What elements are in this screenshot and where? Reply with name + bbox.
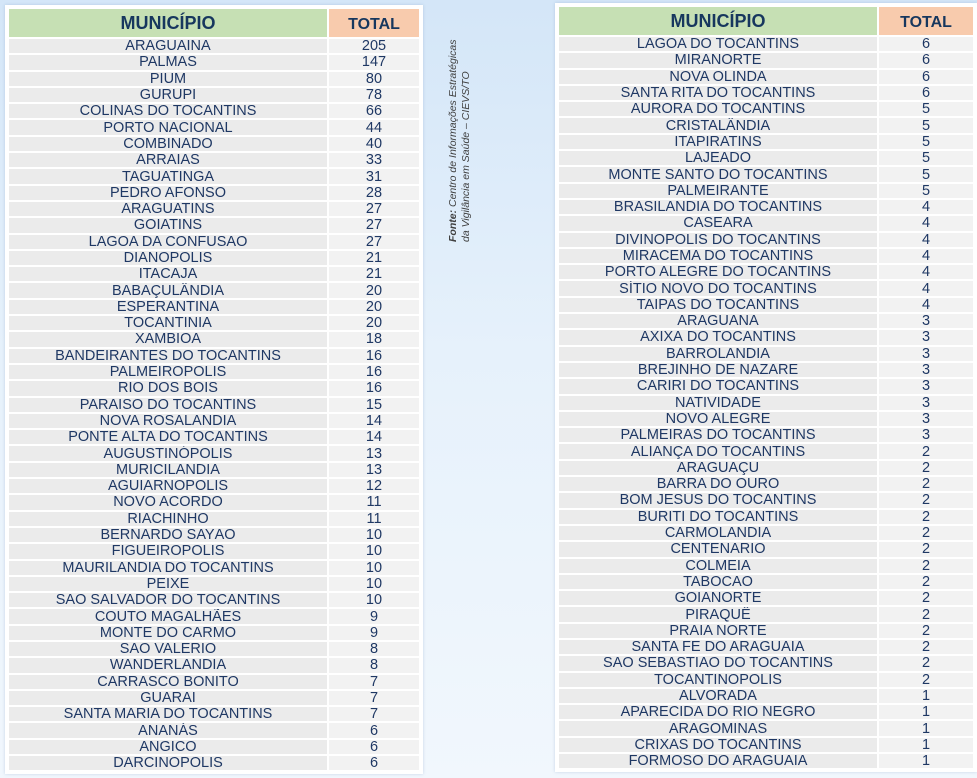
municipio-cell: PORTO NACIONAL	[9, 120, 327, 134]
municipio-cell: COLINAS DO TOCANTINS	[9, 104, 327, 118]
municipio-cell: PALMAS	[9, 55, 327, 69]
table-row	[9, 626, 419, 640]
municipio-cell: COMBINADO	[9, 137, 327, 151]
total-cell: 6	[329, 740, 419, 754]
total-cell: 2	[879, 493, 973, 507]
total-cell: 7	[329, 691, 419, 705]
table-row	[559, 53, 973, 67]
total-cell: 13	[329, 446, 419, 460]
total-cell: 21	[329, 251, 419, 265]
municipio-cell: ANGICO	[9, 740, 327, 754]
municipio-cell: NOVO ACORDO	[9, 495, 327, 509]
total-cell: 7	[329, 707, 419, 721]
table-row	[9, 398, 419, 412]
municipio-cell: CARRASCO BONITO	[9, 675, 327, 689]
table-row	[9, 235, 419, 249]
total-cell: 31	[329, 169, 419, 183]
table-row	[9, 463, 419, 477]
total-cell: 2	[879, 461, 973, 475]
total-cell: 5	[879, 135, 973, 149]
total-cell: 2	[879, 607, 973, 621]
total-cell: 16	[329, 349, 419, 363]
total-cell: 7	[329, 675, 419, 689]
table-header-row	[9, 9, 419, 37]
total-cell: 3	[879, 363, 973, 377]
total-cell: 27	[329, 218, 419, 232]
total-cell: 16	[329, 365, 419, 379]
table-row	[9, 283, 419, 297]
table-row	[559, 265, 973, 279]
table-row	[559, 526, 973, 540]
table-row	[9, 707, 419, 721]
source-line2: da Vigilância em Saúde – CIEVS/TO	[460, 71, 472, 242]
municipio-cell: PIUM	[9, 72, 327, 86]
municipio-cell: PEDRO AFONSO	[9, 186, 327, 200]
municipio-cell: RIACHINHO	[9, 512, 327, 526]
municipio-cell: NOVA ROSALÂNDIA	[9, 414, 327, 428]
municipio-cell: TOCANTÍNIA	[9, 316, 327, 330]
header-total: TOTAL	[879, 7, 973, 35]
table-row	[559, 428, 973, 442]
municipio-cell: GURUPI	[9, 88, 327, 102]
municipio-cell: ARAGUATINS	[9, 202, 327, 216]
total-cell: 15	[329, 398, 419, 412]
total-cell: 4	[879, 216, 973, 230]
municipio-cell: PIRAQUÊ	[559, 607, 877, 621]
municipio-cell: NOVO ALEGRE	[559, 412, 877, 426]
table-row	[559, 330, 973, 344]
total-cell: 2	[879, 542, 973, 556]
municipio-cell: BOM JESUS DO TOCANTINS	[559, 493, 877, 507]
table-row	[559, 249, 973, 263]
header-municipio: MUNICÍPIO	[9, 9, 327, 37]
municipality-table-left	[5, 5, 423, 774]
total-cell: 5	[879, 102, 973, 116]
table-row	[9, 430, 419, 444]
municipality-table-right	[555, 3, 977, 772]
municipio-cell: BURITI DO TOCANTINS	[559, 510, 877, 524]
municipio-cell: SÃO SEBASTIÃO DO TOCANTINS	[559, 656, 877, 670]
table-row	[9, 55, 419, 69]
table-row	[9, 251, 419, 265]
municipio-cell: ALIANÇA DO TOCANTINS	[559, 444, 877, 458]
table-row	[559, 493, 973, 507]
table-row	[9, 528, 419, 542]
total-cell: 27	[329, 202, 419, 216]
municipio-cell: BRASILÂNDIA DO TOCANTINS	[559, 200, 877, 214]
total-cell: 2	[879, 559, 973, 573]
total-cell: 44	[329, 120, 419, 134]
total-cell: 6	[879, 86, 973, 100]
table-header-row	[559, 7, 973, 35]
municipio-cell: AGUIARNÓPOLIS	[9, 479, 327, 493]
municipio-cell: NOVA OLINDA	[559, 70, 877, 84]
total-cell: 2	[879, 526, 973, 540]
table-row	[559, 347, 973, 361]
total-cell: 16	[329, 381, 419, 395]
total-cell: 2	[879, 624, 973, 638]
municipio-cell: PARAÍSO DO TOCANTINS	[9, 398, 327, 412]
total-cell: 28	[329, 186, 419, 200]
total-cell: 147	[329, 55, 419, 69]
total-cell: 33	[329, 153, 419, 167]
municipio-cell: LAJEADO	[559, 151, 877, 165]
table-row	[559, 118, 973, 132]
total-cell: 4	[879, 265, 973, 279]
municipio-cell: SÃO SALVADOR DO TOCANTINS	[9, 593, 327, 607]
source-note	[447, 12, 487, 242]
table-row	[559, 167, 973, 181]
total-cell: 12	[329, 479, 419, 493]
total-cell: 4	[879, 200, 973, 214]
table-row	[9, 642, 419, 656]
total-cell: 2	[879, 591, 973, 605]
table-row	[559, 542, 973, 556]
municipio-cell: MONTE DO CARMO	[9, 626, 327, 640]
total-cell: 1	[879, 738, 973, 752]
municipio-cell: TAGUATINGA	[9, 169, 327, 183]
municipio-cell: PALMEIRANTE	[559, 184, 877, 198]
total-cell: 6	[879, 53, 973, 67]
total-cell: 3	[879, 314, 973, 328]
municipio-cell: ARAGUANÃ	[559, 314, 877, 328]
total-cell: 2	[879, 673, 973, 687]
municipio-cell: XAMBIOÁ	[9, 332, 327, 346]
total-cell: 10	[329, 561, 419, 575]
total-cell: 5	[879, 167, 973, 181]
total-cell: 78	[329, 88, 419, 102]
total-cell: 6	[879, 37, 973, 51]
municipio-cell: GOIATINS	[9, 218, 327, 232]
table-row	[559, 559, 973, 573]
total-cell: 3	[879, 379, 973, 393]
table-row	[559, 689, 973, 703]
table-row	[9, 691, 419, 705]
table-row	[9, 39, 419, 53]
municipio-cell: CARIRI DO TOCANTINS	[559, 379, 877, 393]
total-cell: 1	[879, 689, 973, 703]
municipio-cell: DIVINÓPOLIS DO TOCANTINS	[559, 233, 877, 247]
table-row	[9, 267, 419, 281]
total-cell: 40	[329, 137, 419, 151]
municipio-cell: PORTO ALEGRE DO TOCANTINS	[559, 265, 877, 279]
total-cell: 6	[329, 756, 419, 770]
table-row	[559, 656, 973, 670]
total-cell: 20	[329, 283, 419, 297]
total-cell: 5	[879, 151, 973, 165]
municipio-cell: APARECIDA DO RIO NEGRO	[559, 705, 877, 719]
total-cell: 14	[329, 430, 419, 444]
table-row	[9, 675, 419, 689]
total-cell: 205	[329, 39, 419, 53]
municipio-cell: DARCINÓPOLIS	[9, 756, 327, 770]
municipio-cell: FORMOSO DO ARAGUAIA	[559, 754, 877, 768]
table-row	[559, 379, 973, 393]
municipio-cell: CRIXÁS DO TOCANTINS	[559, 738, 877, 752]
header-total: TOTAL	[329, 9, 419, 37]
municipio-cell: FIGUEIRÓPOLIS	[9, 544, 327, 558]
table-row	[559, 624, 973, 638]
total-cell: 6	[329, 723, 419, 737]
municipio-cell: PEIXE	[9, 577, 327, 591]
table-row	[9, 88, 419, 102]
table-row	[9, 72, 419, 86]
table-row	[9, 577, 419, 591]
municipio-cell: TOCANTINÓPOLIS	[559, 673, 877, 687]
total-cell: 11	[329, 495, 419, 509]
source-line1: Centro de Informações Estratégicas	[447, 39, 459, 207]
table-row	[9, 658, 419, 672]
source-label: Fonte:	[447, 209, 459, 242]
total-cell: 14	[329, 414, 419, 428]
municipio-cell: ANANÁS	[9, 723, 327, 737]
table-row	[9, 414, 419, 428]
municipio-cell: SANTA FÉ DO ARAGUAIA	[559, 640, 877, 654]
total-cell: 80	[329, 72, 419, 86]
municipio-cell: GOIANORTE	[559, 591, 877, 605]
table-row	[9, 104, 419, 118]
table-row	[9, 544, 419, 558]
municipio-cell: ESPERANTINA	[9, 300, 327, 314]
municipio-cell: ARRAIAS	[9, 153, 327, 167]
total-cell: 10	[329, 593, 419, 607]
municipio-cell: CASEARA	[559, 216, 877, 230]
municipio-cell: BANDEIRANTES DO TOCANTINS	[9, 349, 327, 363]
municipio-cell: SANTA RITA DO TOCANTINS	[559, 86, 877, 100]
total-cell: 66	[329, 104, 419, 118]
municipio-cell: COLMÉIA	[559, 559, 877, 573]
table-row	[9, 300, 419, 314]
table-row	[9, 561, 419, 575]
total-cell: 5	[879, 118, 973, 132]
total-cell: 3	[879, 347, 973, 361]
table-row	[9, 169, 419, 183]
total-cell: 4	[879, 249, 973, 263]
municipio-cell: COUTO MAGALHÃES	[9, 609, 327, 623]
municipio-cell: SANTA MARIA DO TOCANTINS	[9, 707, 327, 721]
table-row	[9, 218, 419, 232]
municipio-cell: ARAGOMINAS	[559, 721, 877, 735]
municipio-cell: ALVORADA	[559, 689, 877, 703]
table-row	[9, 381, 419, 395]
table-body-left	[9, 39, 419, 770]
municipio-cell: NATIVIDADE	[559, 396, 877, 410]
total-cell: 4	[879, 281, 973, 295]
municipio-cell: PALMEIRAS DO TOCANTINS	[559, 428, 877, 442]
municipio-cell: MIRACEMA DO TOCANTINS	[559, 249, 877, 263]
table-row	[559, 412, 973, 426]
municipio-cell: AXIXÁ DO TOCANTINS	[559, 330, 877, 344]
municipio-cell: LAGOA DA CONFUSÃO	[9, 235, 327, 249]
table-row	[9, 153, 419, 167]
municipio-cell: MIRANORTE	[559, 53, 877, 67]
table-row	[559, 233, 973, 247]
municipio-cell: MURICILÂNDIA	[9, 463, 327, 477]
table-row	[9, 349, 419, 363]
total-cell: 9	[329, 609, 419, 623]
table-row	[559, 461, 973, 475]
table-row	[9, 332, 419, 346]
table-row	[559, 102, 973, 116]
municipio-cell: ARAGUAÇU	[559, 461, 877, 475]
header-municipio: MUNICÍPIO	[559, 7, 877, 35]
table-row	[9, 723, 419, 737]
municipio-cell: TABOCÃO	[559, 575, 877, 589]
municipio-cell: PALMEIRÓPOLIS	[9, 365, 327, 379]
total-cell: 4	[879, 298, 973, 312]
table-row	[559, 721, 973, 735]
municipio-cell: DIANÓPOLIS	[9, 251, 327, 265]
municipio-cell: LAGOA DO TOCANTINS	[559, 37, 877, 51]
municipio-cell: WANDERLÂNDIA	[9, 658, 327, 672]
table-row	[9, 479, 419, 493]
total-cell: 2	[879, 640, 973, 654]
municipio-cell: ARAGUAÍNA	[9, 39, 327, 53]
municipio-cell: BERNARDO SAYÃO	[9, 528, 327, 542]
table-row	[559, 314, 973, 328]
total-cell: 3	[879, 412, 973, 426]
table-row	[559, 37, 973, 51]
table-row	[559, 135, 973, 149]
municipio-cell: ITAPIRATINS	[559, 135, 877, 149]
table-row	[559, 640, 973, 654]
total-cell: 2	[879, 444, 973, 458]
table-row	[9, 186, 419, 200]
table-row	[9, 365, 419, 379]
total-cell: 8	[329, 642, 419, 656]
total-cell: 10	[329, 528, 419, 542]
municipio-cell: PRAIA NORTE	[559, 624, 877, 638]
table-row	[559, 86, 973, 100]
total-cell: 27	[329, 235, 419, 249]
total-cell: 9	[329, 626, 419, 640]
table-row	[559, 396, 973, 410]
table-row	[9, 593, 419, 607]
total-cell: 1	[879, 705, 973, 719]
table-row	[559, 281, 973, 295]
total-cell: 2	[879, 575, 973, 589]
municipio-cell: MAURILÂNDIA DO TOCANTINS	[9, 561, 327, 575]
table-row	[9, 495, 419, 509]
table-row	[9, 512, 419, 526]
total-cell: 1	[879, 754, 973, 768]
table-row	[559, 444, 973, 458]
table-row	[559, 510, 973, 524]
total-cell: 2	[879, 510, 973, 524]
table-row	[9, 137, 419, 151]
total-cell: 10	[329, 544, 419, 558]
municipio-cell: BARRA DO OURO	[559, 477, 877, 491]
table-row	[559, 591, 973, 605]
table-row	[559, 200, 973, 214]
total-cell: 2	[879, 477, 973, 491]
table-row	[9, 446, 419, 460]
table-row	[9, 120, 419, 134]
municipio-cell: MONTE SANTO DO TOCANTINS	[559, 167, 877, 181]
municipio-cell: BABAÇULÂNDIA	[9, 283, 327, 297]
total-cell: 6	[879, 70, 973, 84]
municipio-cell: AUGUSTINÓPOLIS	[9, 446, 327, 460]
table-row	[9, 756, 419, 770]
total-cell: 1	[879, 721, 973, 735]
table-row	[559, 184, 973, 198]
table-row	[559, 216, 973, 230]
table-row	[9, 202, 419, 216]
table-row	[559, 673, 973, 687]
table-row	[559, 363, 973, 377]
municipio-cell: PONTE ALTA DO TOCANTINS	[9, 430, 327, 444]
table-row	[559, 705, 973, 719]
table-row	[559, 70, 973, 84]
total-cell: 21	[329, 267, 419, 281]
municipio-cell: CARMOLÂNDIA	[559, 526, 877, 540]
total-cell: 3	[879, 396, 973, 410]
table-row	[559, 151, 973, 165]
total-cell: 2	[879, 656, 973, 670]
total-cell: 10	[329, 577, 419, 591]
total-cell: 3	[879, 428, 973, 442]
municipio-cell: CENTENÁRIO	[559, 542, 877, 556]
total-cell: 20	[329, 316, 419, 330]
municipio-cell: BREJINHO DE NAZARÉ	[559, 363, 877, 377]
municipio-cell: ITACAJÁ	[9, 267, 327, 281]
total-cell: 11	[329, 512, 419, 526]
municipio-cell: SÍTIO NOVO DO TOCANTINS	[559, 281, 877, 295]
total-cell: 8	[329, 658, 419, 672]
municipio-cell: TAIPAS DO TOCANTINS	[559, 298, 877, 312]
table-body-right	[559, 37, 973, 768]
table-row	[559, 298, 973, 312]
municipio-cell: GUARAÍ	[9, 691, 327, 705]
municipio-cell: CRISTALÂNDIA	[559, 118, 877, 132]
table-row	[9, 316, 419, 330]
municipio-cell: BARROLÂNDIA	[559, 347, 877, 361]
table-row	[559, 754, 973, 768]
table-row	[559, 575, 973, 589]
table-row	[559, 607, 973, 621]
table-row	[559, 477, 973, 491]
table-row	[559, 738, 973, 752]
table-row	[9, 609, 419, 623]
total-cell: 5	[879, 184, 973, 198]
table-row	[9, 740, 419, 754]
municipio-cell: SÃO VALÉRIO	[9, 642, 327, 656]
municipio-cell: AURORA DO TOCANTINS	[559, 102, 877, 116]
municipio-cell: RIO DOS BOIS	[9, 381, 327, 395]
total-cell: 13	[329, 463, 419, 477]
total-cell: 3	[879, 330, 973, 344]
total-cell: 4	[879, 233, 973, 247]
total-cell: 18	[329, 332, 419, 346]
total-cell: 20	[329, 300, 419, 314]
